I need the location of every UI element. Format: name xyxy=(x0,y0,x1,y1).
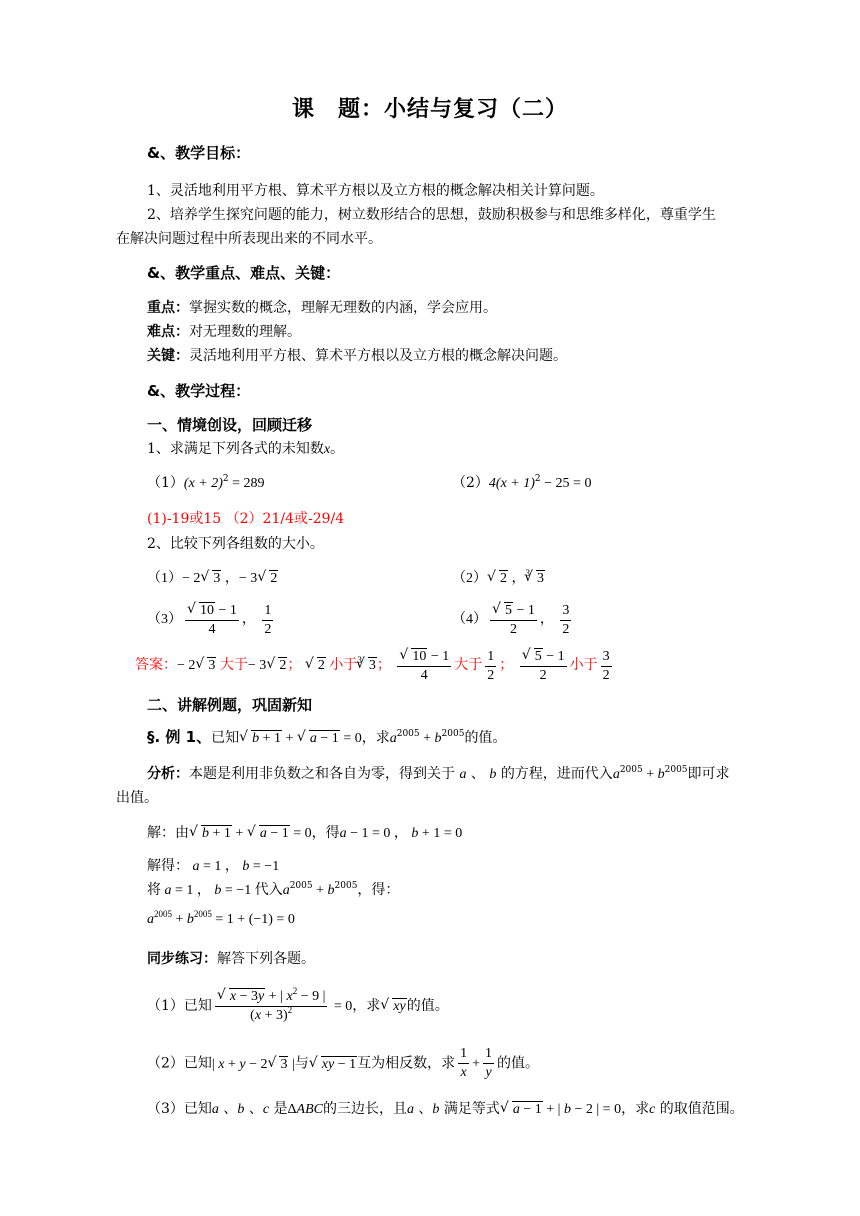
q1-a-label: （1） xyxy=(147,475,184,491)
ex1-mid: ，求 xyxy=(361,730,390,746)
q1-a-exp: 2 xyxy=(222,474,229,484)
subst-end: ，得： xyxy=(357,882,400,898)
q2-item-2: （2）√ 2 ，$^3$√ 3 xyxy=(452,567,545,587)
ex1-end: 的值。 xyxy=(464,730,507,746)
focus-text: 掌握实数的概念，理解无理数的内涵，学会应用。 xyxy=(189,300,497,316)
p1-mid: ，求 xyxy=(352,998,381,1014)
analysis-line-1: 分析：本题是利用非负数之和各自为零，得到关于 a 、 b 的方程，进而代入$a^{2005} + b^{2005}$即可求 xyxy=(147,765,730,782)
q1-end: 。 xyxy=(330,441,345,457)
p2-end: 的值。 xyxy=(497,1055,540,1072)
practice-2: （2）已知| x + y − 2√ 3 |与√ xy − 1互为相反数，求 $\frac{1}{x}$ + $\frac{1}{y}$ 的值。 xyxy=(147,1046,539,1081)
key-text: 灵活地利用平方根、算术平方根以及立方根的概念解决问题。 xyxy=(189,348,567,364)
q1-b-rhs: − 25 = 0 xyxy=(540,476,592,491)
solution-line-4: $a^{2005} + b^{2005} = 1 + (-1) = 0$ xyxy=(147,909,295,927)
solution-line-1: 解：由√ b + 1 + √ a − 1 = 0，得a − 1 = 0 ， b + 1 = 0 xyxy=(147,822,462,842)
analysis-label: 分析： xyxy=(147,766,189,782)
q2-4-label: （4） xyxy=(452,612,487,628)
key-label: 关键： xyxy=(147,348,189,364)
part2-heading: 二、讲解例题，巩固新知 xyxy=(147,696,313,714)
q2-text: 2、比较下列各组数的大小。 xyxy=(147,536,324,552)
q2-3-label: （3） xyxy=(147,612,182,628)
practice-text: 解答下列各题。 xyxy=(217,951,315,967)
p2-mid1: 与 xyxy=(294,1055,309,1072)
answer-gt-2: 大于 xyxy=(454,658,483,674)
practice-3: （3）已知a 、b 、c 是ΔABC的三边长，且a 、b 满足等式√ a − 1 + | b − 2 | = 0，求c 的取值范围。 xyxy=(147,1098,744,1118)
p2-pre: （2）已知 xyxy=(147,1055,212,1072)
analysis-text-1: 本题是利用非负数之和各自为零，得到关于 xyxy=(189,766,455,782)
analysis-text-2: 、 xyxy=(470,766,485,782)
p3-mid1: 是 xyxy=(273,1101,288,1117)
q1-a-expr: (x + 2) xyxy=(183,476,223,491)
goals-heading: &、教学目标： xyxy=(147,144,251,162)
p1-pre: （1）已知 xyxy=(147,998,212,1014)
focus-line xyxy=(147,297,497,317)
goal-1: 1、灵活地利用平方根、算术平方根以及立方根的概念解决相关计算问题。 xyxy=(147,183,604,199)
answer-semi-2: ； xyxy=(376,658,391,674)
analysis-text-3: 的方程，进而代入 xyxy=(500,766,613,782)
p3-end: 的取值范围。 xyxy=(659,1101,744,1117)
answer-gt-1: 大于 xyxy=(219,658,248,674)
p3-pre: （3）已知 xyxy=(147,1101,212,1117)
q1-var: x xyxy=(323,442,331,457)
answer-label: 答案： xyxy=(135,658,177,674)
p3-mid2: 的三边长，且 xyxy=(322,1101,407,1117)
answer-semi-3: ； xyxy=(499,658,514,674)
q1-text-main: 1、求满足下列各式的未知数 xyxy=(147,441,324,457)
analysis-text-4: 即可求 xyxy=(687,766,730,782)
q1-a-rhs: = 289 xyxy=(228,476,265,491)
q2-1-label: （1） xyxy=(147,571,182,586)
q2-answer: 答案：− 2√ 3 大于− 3√ 2； √ 2 小于$^3$√ 3； √ $\frac{10 - 1}{4}$ 大于 $\frac{1}{2}$ ； √ $\frac{5 - 1}{2}$ 小于 $\frac{3}{2}$ xyxy=(135,648,615,684)
answer-lt-2: 小于 xyxy=(569,658,598,674)
difficulty-line xyxy=(147,321,301,341)
q1-answer: (1)-19或15 （2）21/4或-29/4 xyxy=(147,511,345,527)
difficulty-text: 对无理数的理解。 xyxy=(189,324,301,340)
answer-semi-1: ； xyxy=(287,658,302,674)
part1-heading: 一、情境创设，回顾迁移 xyxy=(147,416,313,434)
p1-end: 的值。 xyxy=(406,998,449,1014)
q2-item-4: （4） √ $\frac{5 - 1}{2}$ ， $\frac{3}{2}$ xyxy=(452,602,574,638)
ex1-label: §. 例 1、 xyxy=(147,728,212,746)
process-heading: &、教学过程： xyxy=(147,382,251,400)
subst-mid: 代入 xyxy=(254,882,283,898)
focus-label: 重点： xyxy=(147,300,189,316)
difficulty-label: 难点： xyxy=(147,324,189,340)
page-title: 课 题：小结与复习（二） xyxy=(291,97,568,122)
p2-mid2: 互为相反数，求 xyxy=(357,1055,456,1072)
solution-line-2: 解得： a = 1 ， b = −1 xyxy=(147,858,280,874)
p3-mid3: 满足等式 xyxy=(443,1101,500,1117)
key-heading: &、教学重点、难点、关键： xyxy=(147,264,341,282)
q1-b xyxy=(452,472,591,492)
ex1-pre: 已知 xyxy=(211,730,240,746)
subst-pre: 将 xyxy=(147,882,161,898)
solution-line-3: 将 a = 1 ， b = −1 代入$a^{2005} + b^{2005}$，得： xyxy=(147,881,400,898)
sol-label: 解：由 xyxy=(147,825,189,841)
p3-mid4: ，求 xyxy=(621,1101,650,1117)
example-1: §. 例 1、已知√ b + 1 + √ a − 1 = 0，求$a^{2005} + b^{2005}$的值。 xyxy=(147,726,506,747)
solved-label: 解得： xyxy=(147,858,189,874)
analysis-line-2: 出值。 xyxy=(116,790,158,806)
key-line xyxy=(147,345,567,365)
q1-b-expr: 4(x + 1) xyxy=(488,476,535,491)
practice-label: 同步练习： xyxy=(147,951,217,967)
q2-2-label: （2） xyxy=(452,571,487,586)
q2-item-3: （3） √ $\frac{10 - 1}{4}$ ， $\frac{1}{2}$ xyxy=(147,602,276,638)
q1-b-label: （2） xyxy=(452,475,489,491)
q1-a xyxy=(147,472,265,492)
q1-text xyxy=(147,438,344,458)
sol-get: ，得 xyxy=(311,825,340,841)
practice-1: （1）已知 √ $\frac{x - 3y + | x^2 - 9 |}{(x + 3)^2}$ = 0，求√ xy的值。 xyxy=(147,988,449,1024)
q2-item-1: （1）− 2√ 3 ，− 3√ 2 xyxy=(147,567,278,587)
q1-b-exp: 2 xyxy=(534,474,541,484)
practice-heading xyxy=(147,948,315,968)
goal-2-line-a: 2、培养学生探究问题的能力，树立数形结合的思想，鼓励积极参与和思维多样化，尊重学生 xyxy=(147,207,716,223)
answer-lt-1: 小于 xyxy=(329,658,358,674)
goal-2-line-b: 在解决问题过程中所表现出来的不同水平。 xyxy=(116,231,382,247)
